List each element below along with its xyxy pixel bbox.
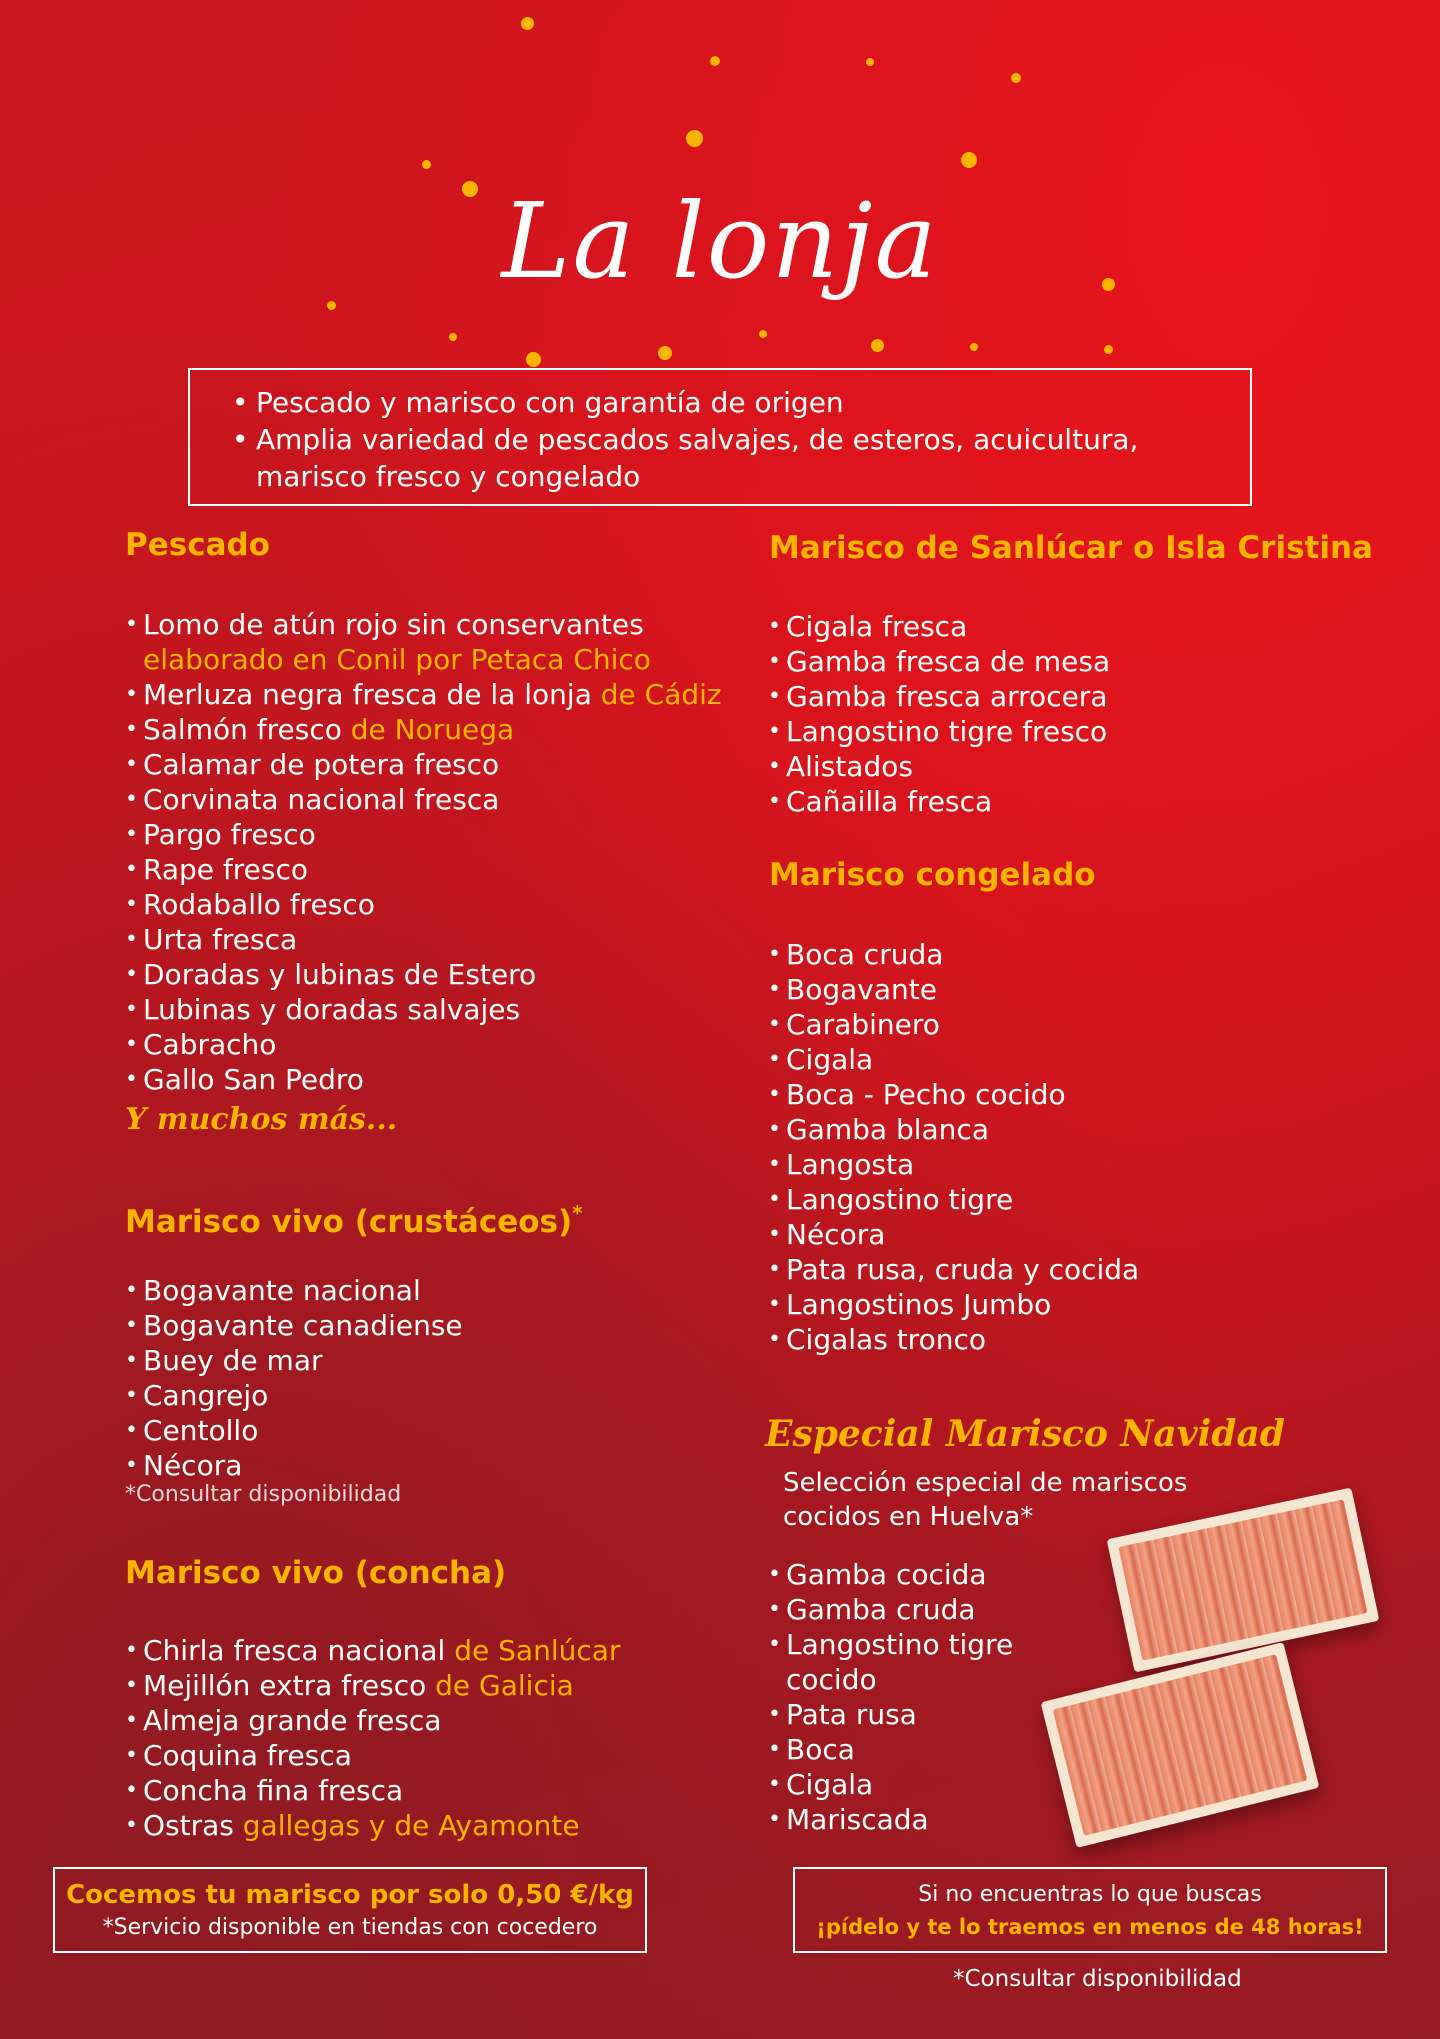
list-item: • Corvinata nacional fresca	[125, 782, 722, 817]
dot	[961, 152, 977, 168]
intro-box	[188, 368, 1252, 506]
list-item: • Cigalas tronco	[768, 1322, 1139, 1357]
list-item: • Cangrejo	[125, 1378, 463, 1413]
list-item: • Nécora	[125, 1448, 463, 1483]
list-item: • Lubinas y doradas salvajes	[125, 992, 722, 1027]
intro-line: • Pescado y marisco con garantía de origen	[232, 386, 844, 419]
especial-heading: Especial Marisco Navidad	[765, 1413, 1285, 1455]
concha-heading: Marisco vivo (concha)	[125, 1555, 507, 1591]
list-item: • Gamba fresca de mesa	[768, 644, 1110, 679]
list-item: elaborado en Conil por Petaca Chico	[143, 643, 651, 676]
especial-subtitle-line: Selección especial de mariscos	[783, 1468, 1188, 1498]
list-item: • Boca cruda	[768, 937, 1139, 972]
list-item: • Buey de mar	[125, 1343, 463, 1378]
dot	[970, 343, 978, 351]
concha-list	[125, 1633, 620, 1843]
dot	[686, 130, 703, 147]
cocemos-note: *Servicio disponible en tiendas con cocedero	[102, 1915, 598, 1940]
pescado-list	[125, 607, 722, 1097]
list-item: • Alistados	[768, 749, 1110, 784]
intro-text: Pescado y marisco con garantía de origen	[256, 386, 844, 419]
list-item: • Langostino tigre	[768, 1627, 1013, 1662]
sanlucar-heading: Marisco de Sanlúcar o Isla Cristina	[769, 530, 1373, 566]
crustaceos-list	[125, 1273, 463, 1483]
list-item: • Langostino tigre fresco	[768, 714, 1110, 749]
cocemos-box	[53, 1867, 647, 1953]
list-item: • Gallo San Pedro	[125, 1062, 722, 1097]
list-item: • Bogavante nacional	[125, 1273, 463, 1308]
list-item: • Cañailla fresca	[768, 784, 1110, 819]
list-item: • Gamba cocida	[768, 1557, 1013, 1592]
intro-line: • Amplia variedad de pescados salvajes, de esteros, acuicultura,	[232, 423, 1139, 456]
footer-note: *Consultar disponibilidad	[953, 1966, 1242, 1992]
list-item: • Salmón fresco de Noruega	[125, 712, 722, 747]
especial-subtitle	[783, 1466, 1187, 1534]
list-item: • Langostino tigre	[768, 1182, 1139, 1217]
intro-line	[256, 458, 1250, 495]
page-title: La lonja	[501, 180, 939, 302]
list-item: • Bogavante	[768, 972, 1139, 1007]
list-item: • Cigala	[768, 1767, 1013, 1802]
crustaceos-heading: Marisco vivo (crustáceos)*	[125, 1201, 583, 1240]
dot	[759, 330, 767, 338]
list-item: • Cigala	[768, 1042, 1139, 1077]
list-item: • Nécora	[768, 1217, 1139, 1252]
list-item: • Langosta	[768, 1147, 1139, 1182]
especial-subtitle-line: cocidos en Huelva*	[783, 1502, 1034, 1532]
dot	[866, 58, 874, 66]
list-item: • Pargo fresco	[125, 817, 722, 852]
list-item: • Carabinero	[768, 1007, 1139, 1042]
list-item: • Rodaballo fresco	[125, 887, 722, 922]
list-item: • Langostinos Jumbo	[768, 1287, 1139, 1322]
especial-list	[768, 1557, 1013, 1837]
list-item: • Doradas y lubinas de Estero	[125, 957, 722, 992]
congelado-list	[768, 937, 1139, 1357]
intro-text: marisco fresco y congelado	[256, 460, 641, 493]
list-item: • Gamba blanca	[768, 1112, 1139, 1147]
list-item: • Coquina fresca	[125, 1738, 620, 1773]
intro-text: Amplia variedad de pescados salvajes, de esteros, acuicultura,	[256, 423, 1139, 456]
list-item: • Cabracho	[125, 1027, 722, 1062]
congelado-heading: Marisco congelado	[769, 857, 1096, 893]
list-item: • Mejillón extra fresco de Galicia	[125, 1668, 620, 1703]
list-item: • Lomo de atún rojo sin conservantes	[125, 607, 722, 642]
list-item: • Gamba cruda	[768, 1592, 1013, 1627]
dot	[422, 160, 431, 169]
dot	[327, 301, 336, 310]
list-item: • Pata rusa, cruda y cocida	[768, 1252, 1139, 1287]
crustaceos-note: *Consultar disponibilidad	[125, 1482, 402, 1507]
dot	[521, 17, 534, 30]
pidelo-highlight: ¡pídelo y te lo traemos en menos de 48 horas!	[816, 1915, 1364, 1939]
list-item: • Concha fina fresca	[125, 1773, 620, 1808]
list-item: • Cigala fresca	[768, 609, 1110, 644]
dot	[449, 333, 457, 341]
list-item: • Chirla fresca nacional de Sanlúcar	[125, 1633, 620, 1668]
list-item: • Gamba fresca arrocera	[768, 679, 1110, 714]
list-item: • Mariscada	[768, 1802, 1013, 1837]
dot	[1104, 345, 1113, 354]
list-item: • Boca - Pecho cocido	[768, 1077, 1139, 1112]
dot	[871, 339, 884, 352]
dot	[1011, 73, 1021, 83]
sanlucar-list	[768, 609, 1110, 819]
dot	[658, 346, 672, 360]
list-item: • Rape fresco	[125, 852, 722, 887]
list-item: • Centollo	[125, 1413, 463, 1448]
cocemos-text: Cocemos tu marisco por solo 0,50 €/kg	[66, 1880, 634, 1910]
list-item: • Pata rusa	[768, 1697, 1013, 1732]
pidelo-box	[793, 1867, 1387, 1953]
pescado-heading: Pescado	[125, 527, 270, 563]
list-item: • Ostras gallegas y de Ayamonte	[125, 1808, 620, 1843]
dot	[526, 352, 541, 367]
list-item: • Bogavante canadiense	[125, 1308, 463, 1343]
list-item: cocido	[786, 1663, 877, 1696]
list-item: • Almeja grande fresca	[125, 1703, 620, 1738]
more-text: Y muchos más...	[125, 1102, 398, 1137]
list-item: • Calamar de potera fresco	[125, 747, 722, 782]
list-item: • Urta fresca	[125, 922, 722, 957]
list-item: • Boca	[768, 1732, 1013, 1767]
shrimp-tray-image	[1041, 1642, 1320, 1848]
list-item: • Merluza negra fresca de la lonja de Cádiz	[125, 677, 722, 712]
dot	[710, 56, 720, 66]
pidelo-text: Si no encuentras lo que buscas	[918, 1882, 1262, 1907]
